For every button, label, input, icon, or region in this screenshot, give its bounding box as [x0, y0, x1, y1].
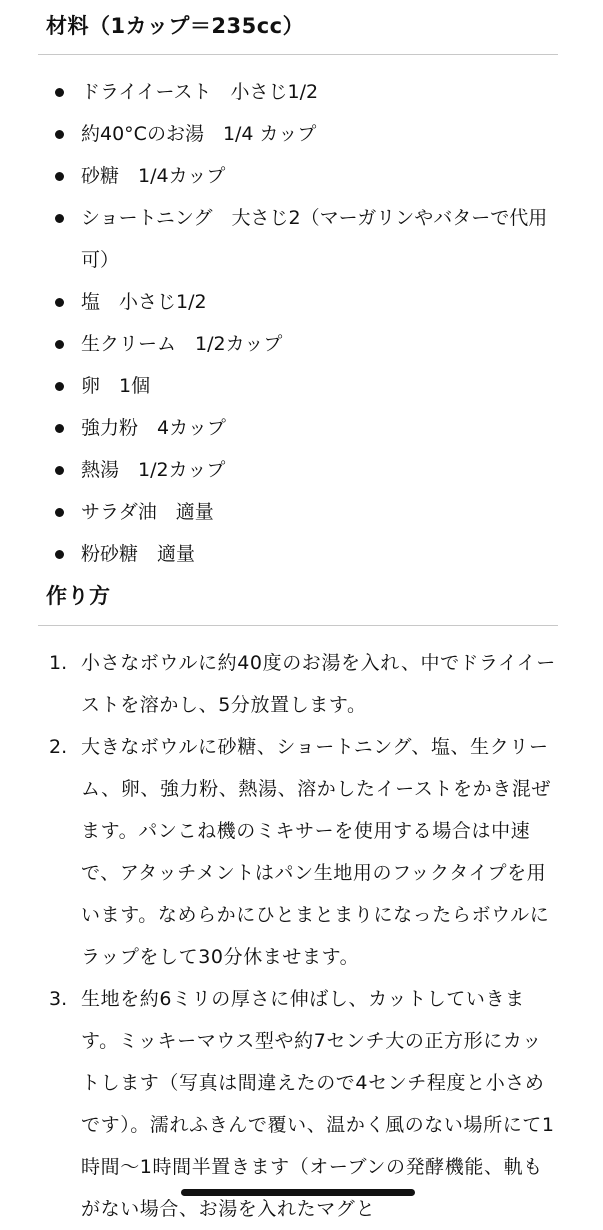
bullet-icon: [55, 550, 64, 559]
ingredient-text: ドライイースト 小さじ1/2: [81, 81, 319, 103]
bullet-icon: [55, 424, 64, 433]
ingredients-divider: [38, 54, 558, 55]
method-heading: 作り方: [46, 584, 111, 608]
bullet-icon: [55, 466, 64, 475]
ingredient-text: 卵 1個: [81, 375, 151, 397]
bullet-icon: [55, 340, 64, 349]
ingredient-text: サラダ油 適量: [81, 501, 214, 523]
step-number: 1.: [49, 652, 68, 674]
ingredient-text: 塩 小さじ1/2: [81, 291, 207, 313]
ingredient-text: 砂糖 1/4カップ: [81, 165, 226, 187]
bullet-icon: [55, 382, 64, 391]
ingredient-text: 強力粉 4カップ: [81, 417, 226, 439]
bullet-icon: [55, 172, 64, 181]
ingredient-text: 生クリーム 1/2カップ: [81, 333, 283, 355]
method-divider: [38, 625, 558, 626]
bullet-icon: [55, 130, 64, 139]
step-text: 小さなボウルに約40度のお湯を入れ、中でドライイーストを溶かし、5分放置します。: [81, 652, 556, 716]
step-number: 2.: [49, 736, 68, 758]
step-text: 生地を約6ミリの厚さに伸ばし、カットしていきます。ミッキーマウス型や約7センチ大の正方形にカットします（写真は間違えたので4センチ程度と小さめです）。濡れふきんで覆い、温かく風のない場所にて1時間〜1時間半置きます（オーブンの発酵機能、軌もがない場合、お湯を入れたマグと: [81, 988, 555, 1220]
ingredient-text: ショートニング 大さじ2（マーガリンやバターで代用可）: [81, 207, 548, 271]
ingredient-text: 約40°Cのお湯 1/4 カップ: [81, 123, 317, 145]
bullet-icon: [55, 298, 64, 307]
ingredient-text: 熱湯 1/2カップ: [81, 459, 226, 481]
ingredient-text: 粉砂糖 適量: [81, 543, 196, 565]
bullet-icon: [55, 88, 64, 97]
bullet-icon: [55, 508, 64, 517]
bullet-icon: [55, 214, 64, 223]
step-number: 3.: [49, 988, 68, 1010]
home-indicator[interactable]: [181, 1189, 415, 1196]
step-text: 大きなボウルに砂糖、ショートニング、塩、生クリーム、卵、強力粉、熱湯、溶かしたイーストをかき混ぜます。パンこね機のミキサーを使用する場合は中速で、アタッチメントはパン生地用のフックタイプを用います。なめらかにひとまとまりになったらボウルにラップをして30分休ませます。: [81, 736, 552, 968]
ingredients-heading: 材料（1カップ＝235cc）: [46, 14, 305, 38]
